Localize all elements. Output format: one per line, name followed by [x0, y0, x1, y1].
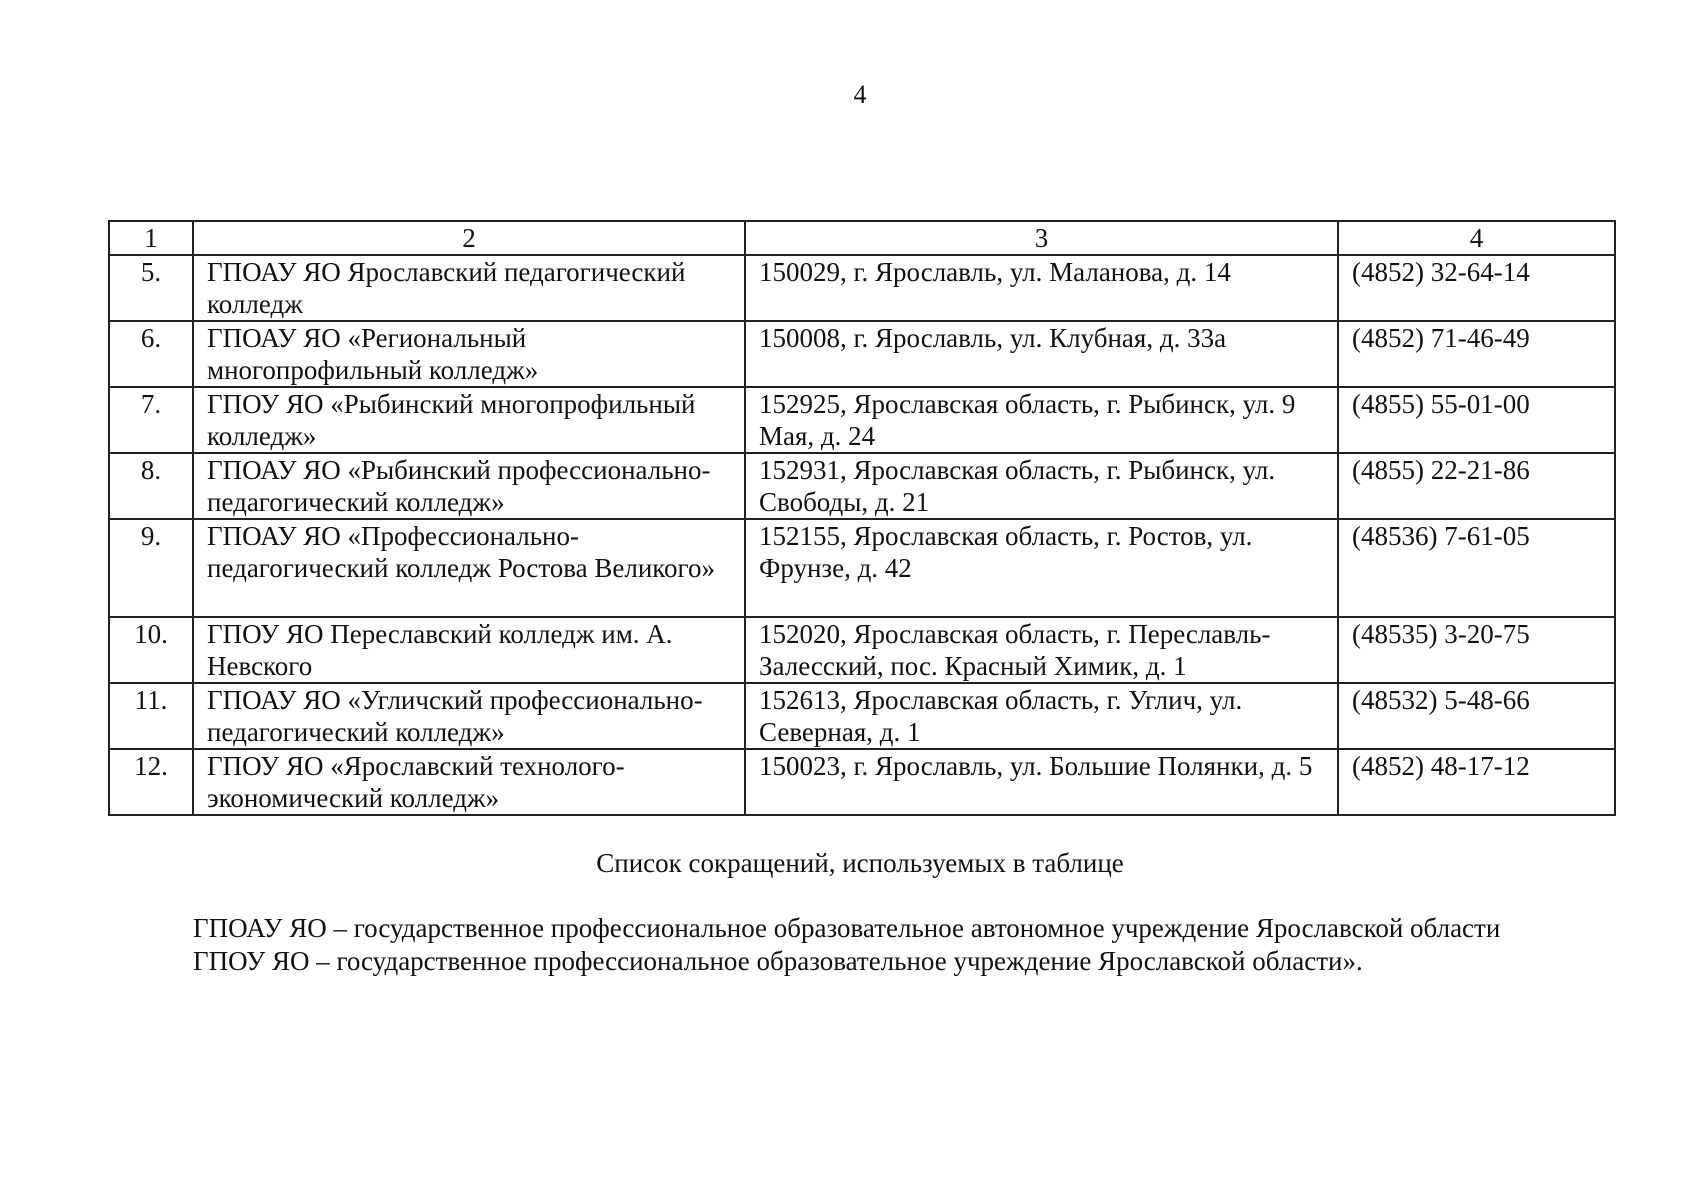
row-number: 6.	[109, 321, 193, 387]
institution-phone: (4855) 22-21-86	[1338, 453, 1615, 519]
abbreviation-item: ГПОУ ЯО – государственное профессиональное образовательное учреждение Ярославской области».	[193, 946, 1363, 976]
abbreviations-title: Список сокращений, используемых в таблице	[596, 848, 1124, 878]
institution-phone: (4852) 71-46-49	[1338, 321, 1615, 387]
institution-phone: (4855) 55-01-00	[1338, 387, 1615, 453]
row-number: 8.	[109, 453, 193, 519]
table-header-row	[109, 221, 1615, 255]
institution-phone: (48532) 5-48-66	[1338, 683, 1615, 749]
column-header-3: 3	[745, 221, 1338, 255]
institution-phone: (48536) 7-61-05	[1338, 519, 1615, 617]
column-header-4: 4	[1338, 221, 1615, 255]
row-number: 7.	[109, 387, 193, 453]
institution-address: 152020, Ярославская область, г. Переславль-Залесский, пос. Красный Химик, д. 1	[745, 617, 1338, 683]
table-row	[109, 617, 1615, 683]
institutions-table	[108, 220, 1616, 816]
institution-phone: (4852) 48-17-12	[1338, 749, 1615, 815]
institution-phone: (48535) 3-20-75	[1338, 617, 1615, 683]
institution-name: ГПОУ ЯО Переславский колледж им. А. Невского	[193, 617, 745, 683]
institution-address: 152931, Ярославская область, г. Рыбинск, ул. Свободы, д. 21	[745, 453, 1338, 519]
institution-name: ГПОУ ЯО «Ярославский технолого-экономический колледж»	[193, 749, 745, 815]
page-number: 4	[853, 80, 867, 109]
row-number: 12.	[109, 749, 193, 815]
institution-address: 152925, Ярославская область, г. Рыбинск, ул. 9 Мая, д. 24	[745, 387, 1338, 453]
institution-name: ГПОАУ ЯО «Профессионально-педагогический колледж Ростова Великого»	[193, 519, 745, 617]
row-number: 9.	[109, 519, 193, 617]
column-header-1: 1	[109, 221, 193, 255]
institution-name: ГПОАУ ЯО Ярославский педагогический колледж	[193, 255, 745, 321]
table-row	[109, 749, 1615, 815]
abbreviations-list	[193, 912, 1500, 978]
table-row	[109, 519, 1615, 617]
institution-address: 150023, г. Ярославль, ул. Большие Полянки, д. 5	[745, 749, 1338, 815]
abbreviation-item: ГПОАУ ЯО – государственное профессиональное образовательное автономное учреждение Ярославской области	[193, 913, 1501, 943]
institution-phone: (4852) 32-64-14	[1338, 255, 1615, 321]
row-number: 11.	[109, 683, 193, 749]
table-row	[109, 453, 1615, 519]
row-number: 5.	[109, 255, 193, 321]
column-header-2: 2	[193, 221, 745, 255]
row-number: 10.	[109, 617, 193, 683]
institution-name: ГПОАУ ЯО «Рыбинский профессионально-педагогический колледж»	[193, 453, 745, 519]
table-row	[109, 255, 1615, 321]
institution-address: 150029, г. Ярославль, ул. Маланова, д. 14	[745, 255, 1338, 321]
institution-address: 152613, Ярославская область, г. Углич, ул. Северная, д. 1	[745, 683, 1338, 749]
table-row	[109, 321, 1615, 387]
institution-name: ГПОУ ЯО «Рыбинский многопрофильный колледж»	[193, 387, 745, 453]
institution-address: 150008, г. Ярославль, ул. Клубная, д. 33а	[745, 321, 1338, 387]
institution-name: ГПОАУ ЯО «Региональный многопрофильный колледж»	[193, 321, 745, 387]
table-row	[109, 683, 1615, 749]
institution-name: ГПОАУ ЯО «Угличский профессионально-педагогический колледж»	[193, 683, 745, 749]
institution-address: 152155, Ярославская область, г. Ростов, ул. Фрунзе, д. 42	[745, 519, 1338, 617]
table-row	[109, 387, 1615, 453]
